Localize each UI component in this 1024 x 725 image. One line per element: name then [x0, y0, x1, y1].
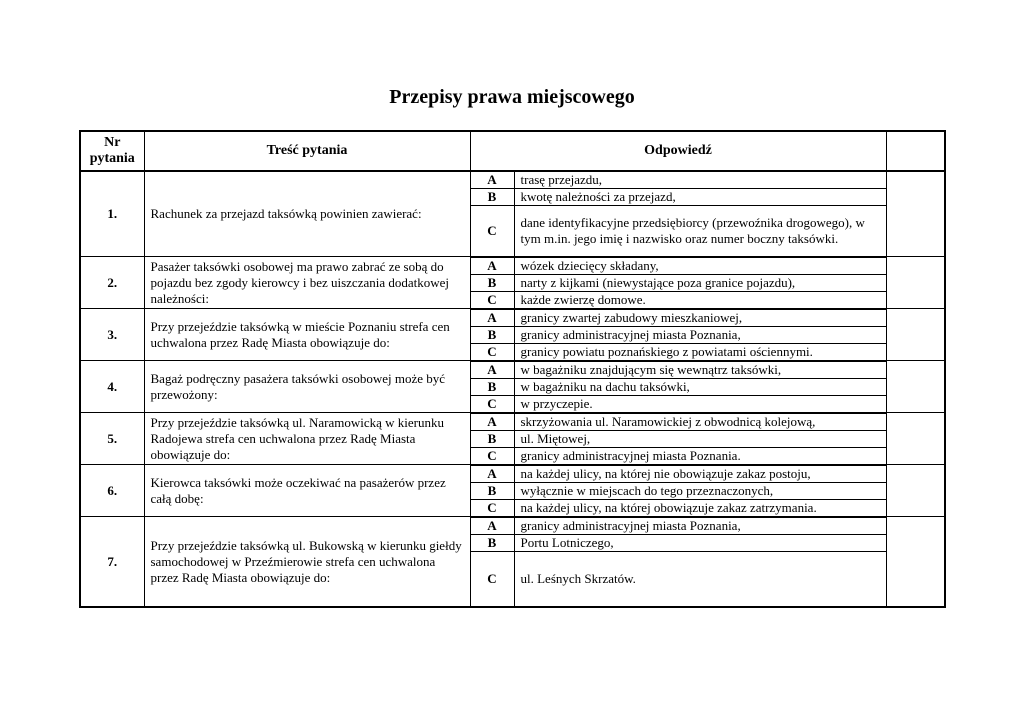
question-text: Przy przejeździe taksówką ul. Bukowską w kierunku giełdy samochodowej w Przeźmierowie strefa cen uchwalona przez Radę Miasta obowiązuje do: — [144, 517, 470, 608]
answer-text: ul. Leśnych Skrzatów. — [514, 551, 886, 607]
answer-letter: B — [470, 482, 514, 499]
answer-letter: C — [470, 395, 514, 413]
answer-letter: C — [470, 447, 514, 465]
question-number: 4. — [80, 361, 144, 413]
answer-letter: A — [470, 309, 514, 327]
table-row — [80, 361, 945, 379]
answer-text: skrzyżowania ul. Naramowickiej z obwodnicą kolejową, — [514, 413, 886, 431]
question-number: 7. — [80, 517, 144, 608]
answer-text: wózek dziecięcy składany, — [514, 257, 886, 275]
answer-letter: B — [470, 534, 514, 551]
answer-letter: B — [470, 274, 514, 291]
answer-text: granicy zwartej zabudowy mieszkaniowej, — [514, 309, 886, 327]
questions-body — [80, 171, 945, 607]
answer-text: wyłącznie w miejscach do tego przeznaczonych, — [514, 482, 886, 499]
table-header-row — [80, 131, 945, 171]
answer-text: Portu Lotniczego, — [514, 534, 886, 551]
answer-extra-cell — [886, 309, 945, 361]
question-text: Rachunek za przejazd taksówką powinien zawierać: — [144, 171, 470, 257]
answer-text: narty z kijkami (niewystające poza granice pojazdu), — [514, 274, 886, 291]
answer-letter: A — [470, 257, 514, 275]
answer-letter: A — [470, 465, 514, 483]
answer-text: w przyczepie. — [514, 395, 886, 413]
answer-text: na każdej ulicy, na której nie obowiązuje zakaz postoju, — [514, 465, 886, 483]
answer-letter: C — [470, 206, 514, 257]
answer-letter: B — [470, 430, 514, 447]
table-row — [80, 257, 945, 275]
question-text: Przy przejeździe taksówką w mieście Poznaniu strefa cen uchwalona przez Radę Miasta obowiązuje do: — [144, 309, 470, 361]
answer-extra-cell — [886, 171, 945, 257]
answer-text: granicy administracyjnej miasta Poznania, — [514, 326, 886, 343]
answer-text: w bagażniku na dachu taksówki, — [514, 378, 886, 395]
answer-letter: A — [470, 361, 514, 379]
answer-extra-cell — [886, 257, 945, 309]
question-text: Pasażer taksówki osobowej ma prawo zabrać ze sobą do pojazdu bez zgody kierowcy i bez uiszczania dodatkowej należności: — [144, 257, 470, 309]
header-answer: Odpowiedź — [470, 131, 886, 171]
answer-text: kwotę należności za przejazd, — [514, 189, 886, 206]
answer-letter: B — [470, 326, 514, 343]
answer-text: trasę przejazdu, — [514, 171, 886, 189]
answer-letter: B — [470, 378, 514, 395]
table-row — [80, 309, 945, 327]
answer-letter: C — [470, 499, 514, 517]
answer-text: na każdej ulicy, na której obowiązuje zakaz zatrzymania. — [514, 499, 886, 517]
question-number: 2. — [80, 257, 144, 309]
answer-text: dane identyfikacyjne przedsiębiorcy (przewoźnika drogowego), w tym m.in. jego imię i nazwisko oraz numer boczny taksówki. — [514, 206, 886, 257]
answer-extra-cell — [886, 517, 945, 608]
answer-text: granicy administracyjnej miasta Poznania. — [514, 447, 886, 465]
question-text: Bagaż podręczny pasażera taksówki osobowej może być przewożony: — [144, 361, 470, 413]
answer-letter: A — [470, 171, 514, 189]
question-number: 3. — [80, 309, 144, 361]
answer-letter: C — [470, 291, 514, 309]
answer-letter: B — [470, 189, 514, 206]
table-row — [80, 517, 945, 535]
answer-text: ul. Miętowej, — [514, 430, 886, 447]
answer-letter: C — [470, 343, 514, 361]
answer-letter: A — [470, 517, 514, 535]
question-number: 5. — [80, 413, 144, 465]
header-extra — [886, 131, 945, 171]
answer-text: granicy administracyjnej miasta Poznania, — [514, 517, 886, 535]
header-question: Treść pytania — [144, 131, 470, 171]
answer-extra-cell — [886, 361, 945, 413]
table-row — [80, 465, 945, 483]
questions-table — [79, 130, 946, 608]
answer-extra-cell — [886, 413, 945, 465]
question-text: Kierowca taksówki może oczekiwać na pasażerów przez całą dobę: — [144, 465, 470, 517]
table-row — [80, 171, 945, 189]
answer-letter: C — [470, 551, 514, 607]
question-text: Przy przejeździe taksówką ul. Naramowicką w kierunku Radojewa strefa cen uchwalona przez Radę Miasta obowiązuje do: — [144, 413, 470, 465]
table-row — [80, 413, 945, 431]
answer-text: każde zwierzę domowe. — [514, 291, 886, 309]
answer-extra-cell — [886, 465, 945, 517]
header-nr: Nr pytania — [80, 131, 144, 171]
answer-text: granicy powiatu poznańskiego z powiatami ościennymi. — [514, 343, 886, 361]
question-number: 1. — [80, 171, 144, 257]
answer-letter: A — [470, 413, 514, 431]
question-number: 6. — [80, 465, 144, 517]
page-title: Przepisy prawa miejscowego — [389, 86, 635, 108]
answer-text: w bagażniku znajdującym się wewnątrz taksówki, — [514, 361, 886, 379]
